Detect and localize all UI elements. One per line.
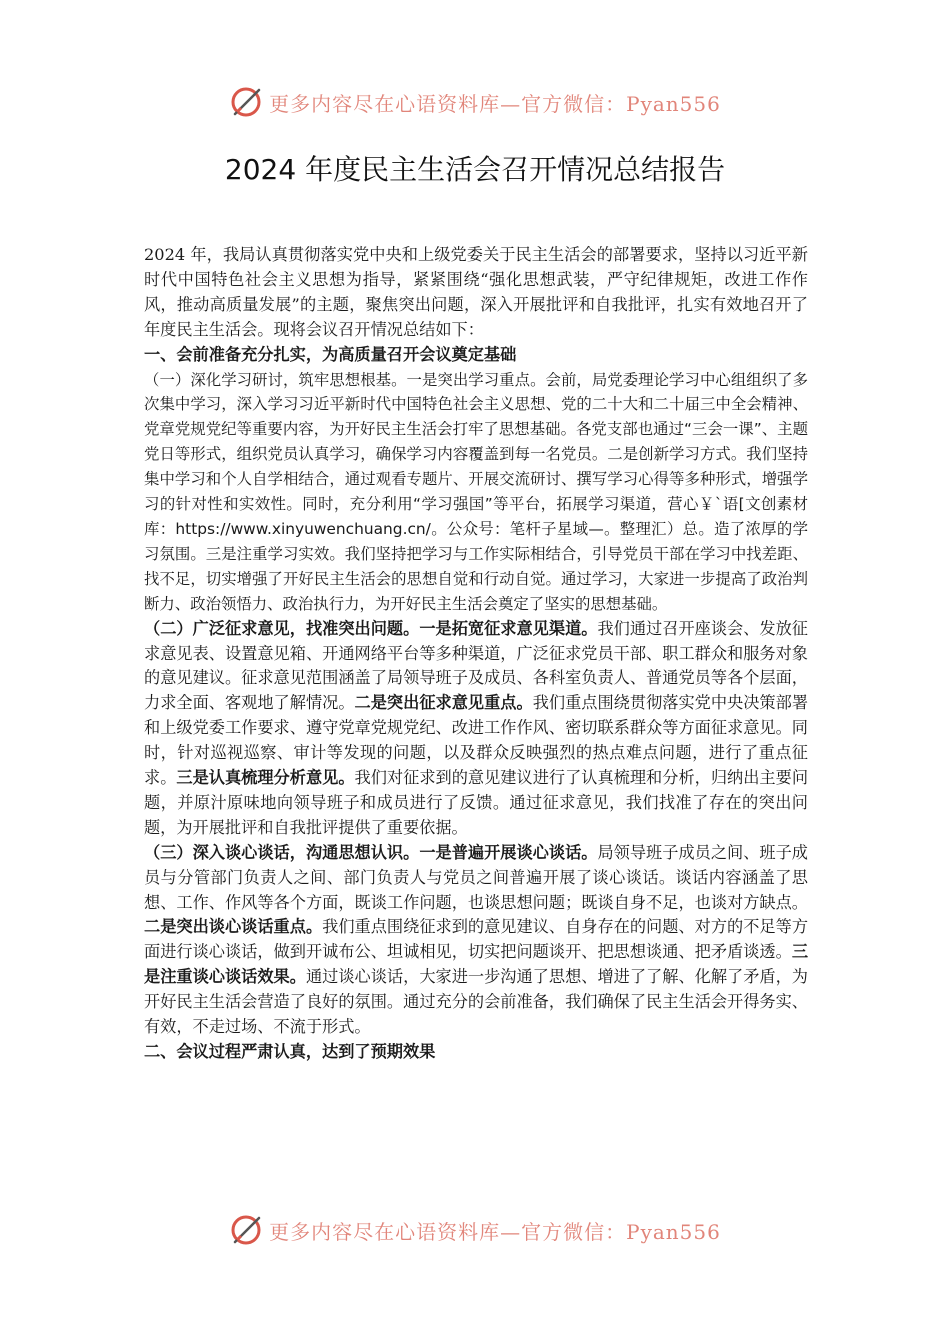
subheading: （二）广泛征求意见，找准突出问题。一是拓宽征求意见渠道。: [144, 618, 598, 638]
page-title: 2024 年度民主生活会召开情况总结报告: [224, 153, 726, 186]
paragraph-text: 我们通过召开座谈会、发放征求意见表、设置意见箱、开通网络平台等多种渠道，广泛征求党员干部、职工群众和服务对象的意见建议。征求意见范围涵盖了局领导班子及成员、各科室负责人、普通党员等各个层面，力求全面、客观地了解情况。: [144, 618, 808, 713]
pen-logo-icon: [229, 1212, 265, 1248]
paragraph-text: 我们重点围绕贯彻落实党中央决策部署和上级党委工作要求、遵守党章党规党纪、改进工作作风、密切联系群众等方面征求意见。同时，针对巡视巡察、审计等发现的问题，以及群众反映强烈的热点难点问题，进行了重点征求。: [144, 693, 809, 788]
section1-paragraph-2: [144, 617, 808, 841]
watermark-banner-bottom: [0, 1210, 950, 1250]
watermark-text: 更多内容尽在心语资料库—官方微信：Pyan556: [269, 91, 721, 116]
paragraph-text: 我们对征求到的意见建议进行了认真梳理和分析，归纳出主要问题，并原汁原味地向领导班子和成员进行了反馈。通过征求意见，我们找准了存在的突出问题，为开展批评和自我批评提供了重要依据。: [144, 768, 809, 837]
subheading: （三）深入谈心谈话，沟通思想认识。一是普遍开展谈心谈话。: [144, 842, 598, 862]
section1-paragraph-3: [144, 841, 808, 1040]
pen-logo-icon: [229, 84, 265, 120]
section1-paragraph-1: （一）深化学习研讨，筑牢思想根基。一是突出学习重点。会前，局党委理论学习中心组组织了多次集中学习，深入学习习近平新时代中国特色社会主义思想、党的二十大和二十届三中全会精神、党章党规党纪等重要内容，为开好民主生活会打牢了思想基础。各党支部也通过“三会一课”、主题党日等形式，组织党员认真学习，确保学习内容覆盖到每一名党员。二是创新学习方式。我们坚持集中学习和个人自学相结合，通过观看专题片、开展交流研讨、撰写学习心得等多种形式，增强学习的针对性和实效性。同时，充分利用“学习强国”等平台，拓展学习渠道，营心￥`语[文创素材库：https://www.xinyuwenchuang.cn/。公众号：笔杆子星域—。整理汇）总。造了浓厚的学习氛围。三是注重学习实效。我们坚持把学习与工作实际相结合，引导党员干部在学习中找差距、找不足，切实增强了开好民主生活会的思想自觉和行动自觉。通过学习，大家进一步提高了政治判断力、政治领悟力、政治执行力，为开好民主生活会奠定了坚实的思想基础。: [144, 370, 808, 613]
paragraph-text: 通过谈心谈话，大家进一步沟通了思想、增进了了解、化解了矛盾，为开好民主生活会营造了良好的氛围。通过充分的会前准备，我们确保了民主生活会开得务实、有效，不走过场、不流于形式。: [144, 967, 808, 1037]
section1-heading: 一、会前准备充分扎实，为高质量召开会议奠定基础: [144, 344, 517, 364]
subheading: 三是认真梳理分析意见。: [176, 768, 355, 788]
watermark-text: 更多内容尽在心语资料库—官方微信：Pyan556: [269, 1219, 721, 1244]
subheading: 二是突出征求意见重点。: [354, 693, 533, 713]
paragraph-text: 局领导班子成员之间、班子成员与分管部门负责人之间、部门负责人与党员之间普遍开展了谈心谈话。谈话内容涵盖了思想、工作、作风等各个方面，既谈工作问题，也谈思想问题；既谈自身不足，也谈对方缺点。: [144, 842, 808, 912]
subheading: 三是注重谈心谈话效果。: [144, 942, 808, 987]
subheading: 二是突出谈心谈话重点。: [144, 917, 323, 937]
paragraph-text: 我们重点围绕征求到的意见建议、自身存在的问题、对方的不足等方面进行谈心谈话，做到开诚布公、坦诚相见，切实把问题谈开、把思想谈通、把矛盾谈透。: [144, 917, 809, 962]
watermark-banner-top: [0, 82, 950, 122]
section2-heading: 二、会议过程严肃认真，达到了预期效果: [144, 1042, 436, 1061]
intro-paragraph: 2024 年，我局认真贯彻落实党中央和上级党委关于民主生活会的部署要求，坚持以习近平新时代中国特色社会主义思想为指导，紧紧围绕“强化思想武装，严守纪律规矩，改进工作作风，推动高质量发展”的主题，聚焦突出问题，深入开展批评和自我批评，扎实有效地召开了年度民主生活会。现将会议召开情况总结如下：: [144, 245, 808, 339]
document-body: [144, 243, 808, 1065]
